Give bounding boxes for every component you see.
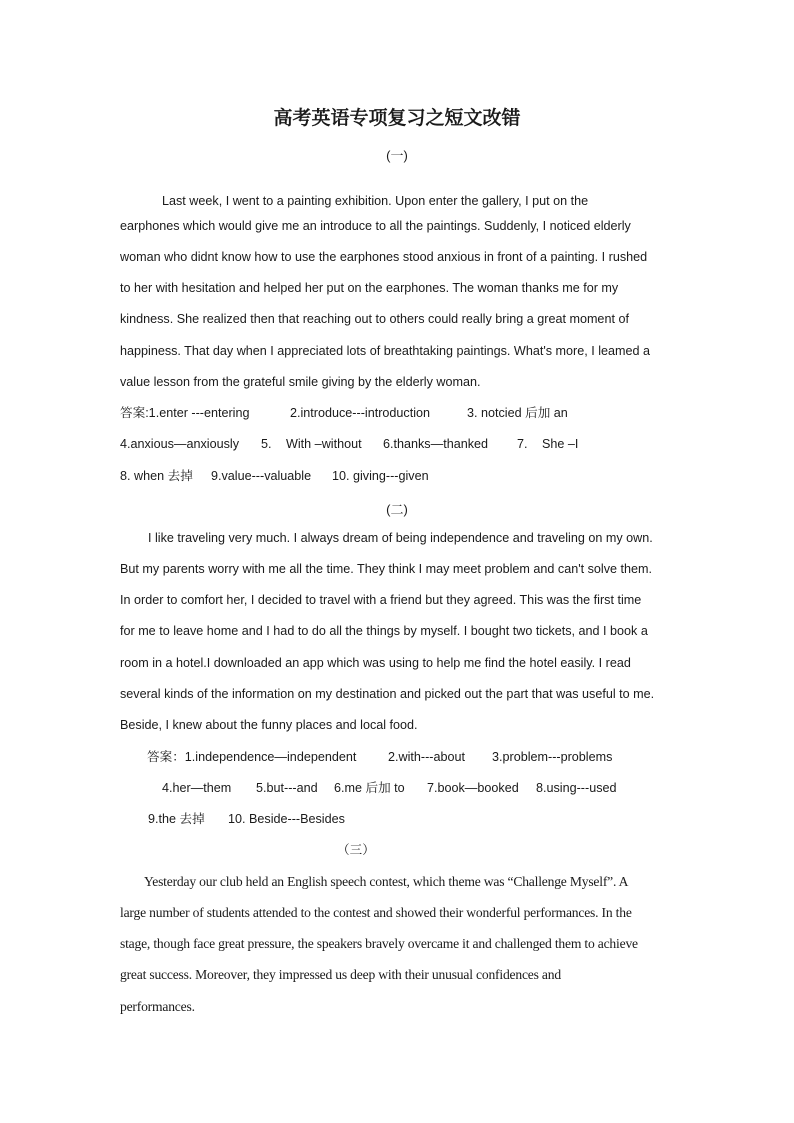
answer-item: With –without [286,437,362,451]
section-2-number: (二) [386,502,408,517]
section-3-number: （三） [337,843,375,857]
answer-item: 5. [261,437,272,451]
section-2-line: several kinds of the information on my destination and picked out the part that was useful to me. [120,687,655,701]
answer-item: 4.her—them [162,781,232,795]
answer-item: 10. Beside---Besides [228,812,345,826]
section-1-line: earphones which would give me an introduce to all the paintings. Suddenly, I noticed elderly [120,219,631,233]
answer-item: 2.with---about [388,750,465,764]
section-1-number: (一) [386,148,408,163]
answer-item: 6.thanks—thanked [383,437,489,451]
answer-item: 7.book—booked [427,781,519,795]
section-2-answer-row [148,811,345,827]
answer-item: 9.the 去掉 [148,812,205,826]
section-1-line: Last week, I went to a painting exhibition. Upon enter the gallery, I put on the [162,194,589,208]
section-1-answer-row [120,436,578,452]
answer-item: 答案：1.independence—independent [147,750,357,764]
section-3-line: great success. Moreover, they impressed us deep with their unusual confidences and [120,967,561,982]
section-2-line: for me to leave home and I had to do all the things by myself. I bought two tickets, and I book a [120,624,648,638]
section-2-line: But my parents worry with me all the time. They think I may meet problem and can't solve them. [120,562,653,576]
answer-item: She –I [542,437,579,451]
answer-item: 5.but---and [256,781,318,795]
answer-item: 6.me 后加 to [334,781,405,795]
section-3-line: stage, though face great pressure, the speakers bravely overcame it and challenged them to achieve [120,936,638,951]
section-1-line: happiness. That day when I appreciated lots of breathtaking paintings. What's more, I leamed a [120,344,651,358]
answer-item: 8.using---used [536,781,617,795]
section-2-line: room in a hotel.I downloaded an app which was using to help me find the hotel easily. I read [120,656,631,670]
section-3-line: performances. [120,999,195,1014]
section-2-line: In order to comfort her, I decided to travel with a friend but they agreed. This was the first time [120,593,642,607]
answer-item: 2.introduce---introduction [290,406,431,420]
answer-item: 答案:1.enter ---entering [120,406,250,420]
answer-item: 10. giving---given [332,469,429,483]
answer-item: 3. notcied 后加 an [467,406,568,420]
section-2-answer-row [147,749,612,765]
section-2-line: Beside, I knew about the funny places and local food. [120,718,418,732]
section-1-answer-row [120,405,568,421]
section-1-line: kindness. She realized then that reaching out to others could really bring a great moment of [120,312,629,326]
section-1-line: woman who didnt know how to use the earphones stood anxious in front of a painting. I rushed [120,250,648,264]
answer-item: 9.value---valuable [211,469,312,483]
answer-item: 8. when 去掉 [120,469,193,483]
answer-item: 4.anxious—anxiously [120,437,240,451]
answer-item: 7. [517,437,528,451]
section-2-line: I like traveling very much. I always dream of being independence and traveling on my own. [148,531,653,545]
section-3-line: Yesterday our club held an English speech contest, which theme was “Challenge Myself”. A [144,874,629,889]
section-3-line: large number of students attended to the contest and showed their wonderful performances. In the [120,905,632,920]
section-2-answer-row [162,780,617,796]
section-1-answer-row [120,468,429,484]
document-title: 高考英语专项复习之短文改错 [273,107,521,129]
answer-item: 3.problem---problems [492,750,613,764]
section-1-line: to her with hesitation and helped her put on the earphones. The woman thanks me for my [120,281,619,295]
section-1-line: value lesson from the grateful smile giving by the elderly woman. [120,375,481,389]
